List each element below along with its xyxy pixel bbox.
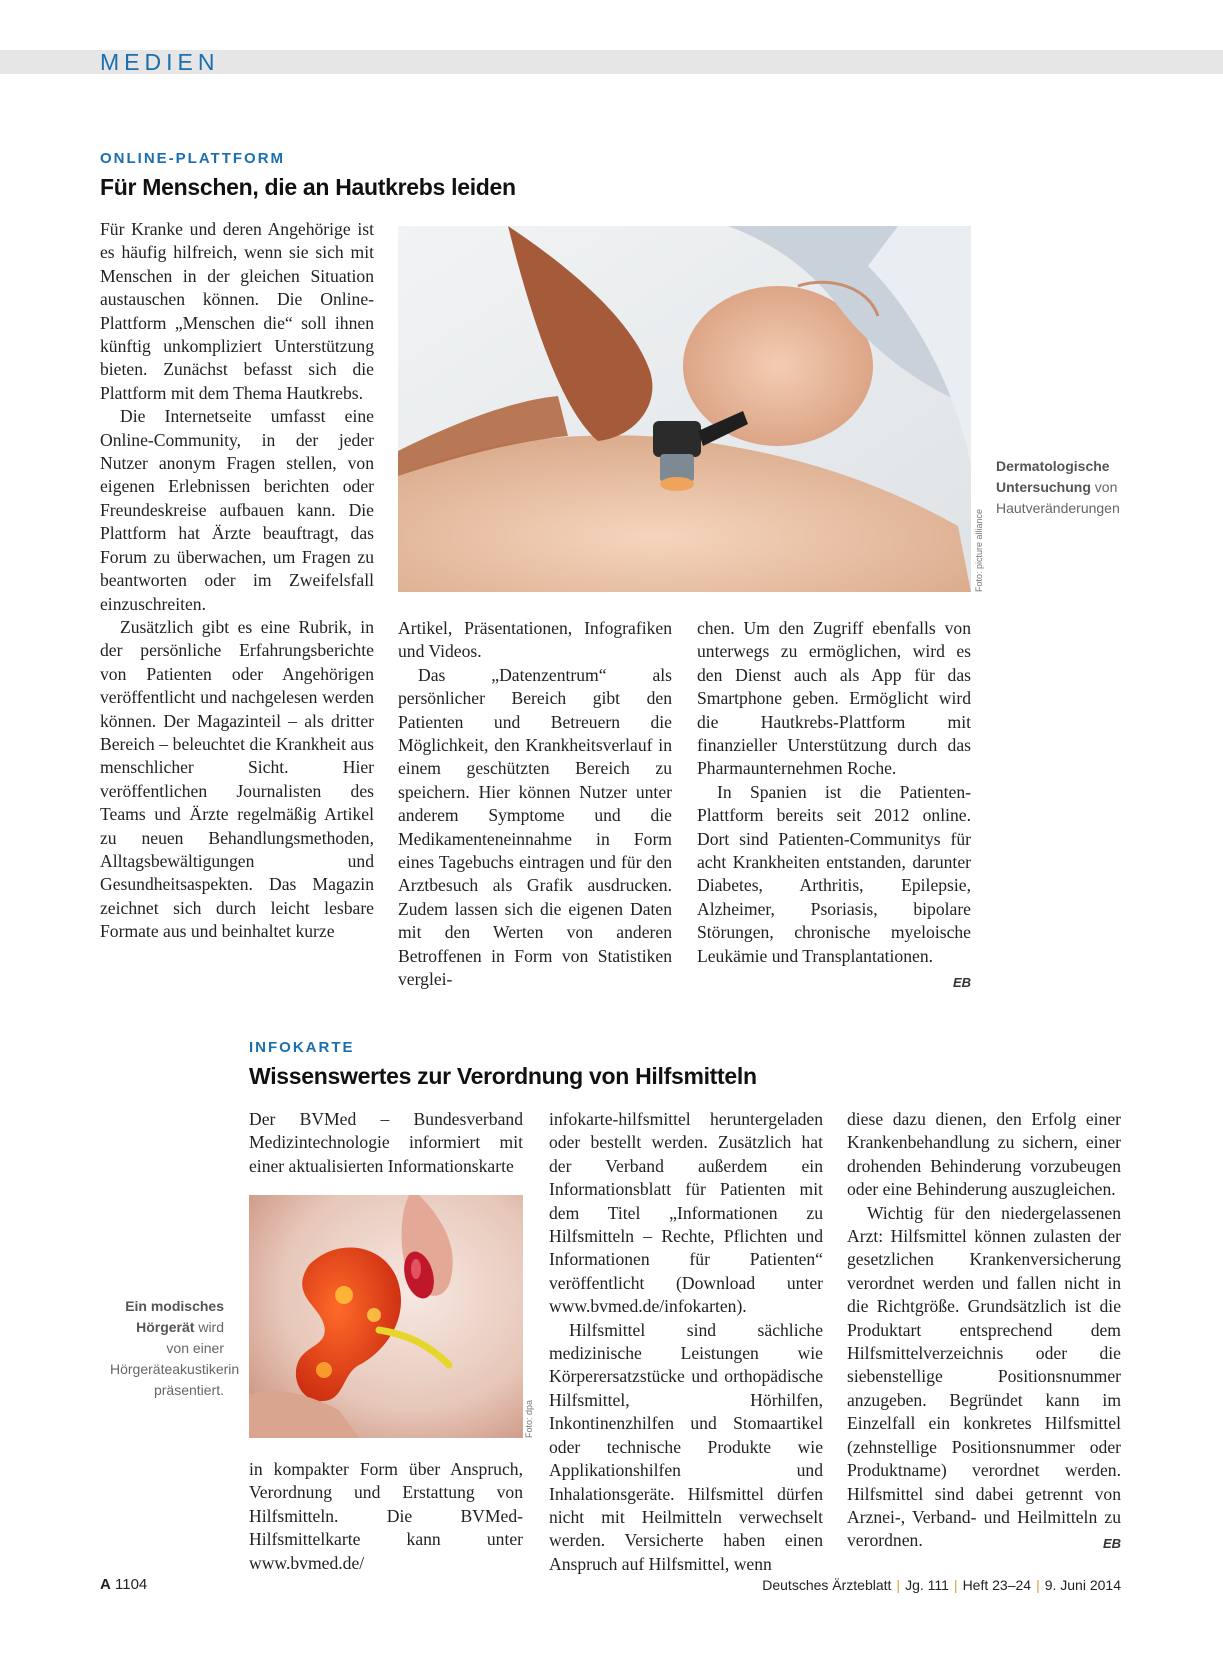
article1-headline: Für Menschen, die an Hautkrebs leiden — [100, 174, 516, 200]
paragraph-text: Wichtig für den niedergelassenen Arzt: Hilfsmittel können zulasten der gesetzlichen Krankenversicherung verordnet werden und fallen nicht in die Richtgröße. Grundsätzlich ist die Produktart entsprechend dem Hilfsmittelverzeichnis oder die siebenstellige Positionsnummer anzugeben. Begründet kann im Einzelfall ein konkretes Hilfsmittel (zehnstellige Positionsnummer oder Produktname) verordnet werden. Hilfsmittel sind dabei getrennt von Arznei-, Verband- und Heilmitteln zu verordnen. — [847, 1202, 1121, 1551]
paragraph: Hilfsmittel sind sächliche medizinische Leistungen wie Körperersatzstücke und orthopädische Hilfsmittel, Hörhilfen, Inkontinenzhilfen und Stomaartikel oder technische Produkte wie Applikationshilfen und Inhalationsgeräte. Hilfsmittel dürfen nicht mit Heilmitteln verwechselt werden. Versicherte haben einen Anspruch auf Hilfsmittel, wenn — [549, 1319, 823, 1574]
dermatology-photo — [398, 226, 971, 592]
journal-date: 9. Juni 2014 — [1044, 1577, 1121, 1593]
page-number — [100, 1576, 147, 1593]
paragraph: Der BVMed – Bundesverband Medizintechnologie informiert mit einer aktualisierten Informationskarte — [249, 1109, 523, 1176]
paragraph: chen. Um den Zugriff ebenfalls von unterwegs zu ermöglichen, wird es den Dienst auch als App für das Smartphone geben. Ermöglicht wird die Hautkrebs-Plattform mit finanzieller Unterstützung durch das Pharmaunternehmen Roche. — [697, 618, 971, 779]
article1-column-1 — [100, 218, 374, 944]
separator: | — [953, 1577, 958, 1593]
article1-column-3 — [697, 617, 971, 995]
journal-info — [762, 1577, 1121, 1593]
caption-text: wird von einer Hörgeräteakustikerin präsentiert. — [110, 1319, 240, 1398]
paragraph: Die Internetseite umfasst eine Online-Community, in der jeder Nutzer anonym Fragen stellen, von eigenen Erlebnissen berichten oder Freundeskreise aufbauen kann. Die Plattform hat Ärzte beauftragt, das Forum zu überwachen, um Fragen zu beantworten oder im Zweifelsfall einzuschreiten. — [100, 406, 374, 614]
paragraph: diese dazu dienen, den Erfolg einer Krankenbehandlung zu sichern, einer drohenden Behinderung vorzubeugen oder eine Behinderung auszugleichen. — [847, 1109, 1121, 1200]
separator: | — [1036, 1577, 1040, 1593]
dermatology-photo-illustration — [398, 226, 971, 592]
article2-column-2 — [549, 1108, 823, 1576]
article2-column-1-bottom — [249, 1458, 523, 1575]
article1-signature: EB — [952, 975, 971, 991]
article2-caption — [110, 1296, 240, 1401]
separator: | — [896, 1577, 901, 1593]
article2-column-3 — [847, 1108, 1121, 1556]
journal-name: Deutsches Ärzteblatt — [762, 1577, 892, 1593]
article1-column-2 — [398, 617, 672, 992]
caption-text: von Hautveränderungen — [996, 479, 1120, 516]
page-number-value: 1104 — [115, 1576, 148, 1593]
journal-volume: Jg. 111 — [905, 1577, 949, 1593]
section-label: MEDIEN — [100, 49, 220, 75]
caption-bold: Ein modisches Hörgerät — [125, 1298, 224, 1335]
article1-caption — [996, 456, 1126, 519]
paragraph — [697, 781, 971, 991]
hearing-aid-photo — [249, 1195, 523, 1438]
paragraph: Für Kranke und deren Angehörige ist es häufig hilfreich, wenn sie sich mit Menschen in der gleichen Situation austauschen können. Die Online-Plattform „Menschen die“ soll ihnen künftig unkompliziert Unterstützung bieten. Zunächst befasst sich die Plattform mit dem Thema Hautkrebs. — [100, 219, 374, 403]
article2-column-1-top — [249, 1108, 523, 1178]
article2-image-credit: Foto: dpa — [524, 1399, 534, 1438]
paragraph: Zusätzlich gibt es eine Rubrik, in der persönliche Erfahrungsberichte von Patienten oder Angehörigen veröffentlicht und nachgelesen werden können. Der Magazinteil – als dritter Bereich – beleuchtet die Krankheit aus menschlicher Sicht. Hier veröffentlichen Journalisten des Teams und Ärzte regelmäßig Artikel zu neuen Behandlungsmethoden, Alltagsbewältigungen und Gesundheitsaspekten. Das Magazin zeichnet sich durch leicht lesbare Formate aus und beinhaltet kurze — [100, 616, 374, 942]
paragraph — [847, 1202, 1121, 1553]
article2-kicker: INFOKARTE — [249, 1039, 355, 1056]
article2-signature: EB — [1102, 1536, 1121, 1552]
hearing-aid-photo-illustration — [249, 1195, 523, 1438]
caption-bold: Dermatologische Untersuchung — [996, 458, 1110, 495]
article1-kicker: ONLINE-PLATTFORM — [100, 150, 286, 167]
journal-issue: Heft 23–24 — [962, 1577, 1032, 1593]
paragraph: Das „Datenzentrum“ als persönlicher Bereich gibt den Patienten und Betreuern die Möglichkeit, den Krankheitsverlauf in einem geschützten Bereich zu speichern. Hier können Nutzer unter anderem Symptome und die Medikamenteneinnahme in Form eines Tagebuchs eintragen und für den Arztbesuch als Grafik ausdrucken. Zudem lassen sich die eigenen Daten mit den Werten von anderen Betroffenen in Form von Statistiken verglei- — [398, 664, 672, 990]
page-prefix: A — [100, 1576, 111, 1593]
paragraph-text: In Spanien ist die Patienten-Plattform bereits seit 2012 online. Dort sind Patienten-Communitys für acht Krankheiten entstanden, darunter Diabetes, Arthritis, Epilepsie, Alzheimer, Psoriasis, bipolare Störungen, chronische myeloische Leukämie und Transplantationen. — [697, 781, 971, 966]
paragraph: Artikel, Präsentationen, Infografiken und Videos. — [398, 618, 672, 662]
paragraph: in kompakter Form über Anspruch, Verordnung und Erstattung von Hilfsmitteln. Die BVMed-Hilfsmittelkarte kann unter www.bvmed.de/ — [249, 1459, 523, 1573]
article2-headline: Wissenswertes zur Verordnung von Hilfsmitteln — [249, 1063, 757, 1089]
paragraph: infokarte-hilfsmittel heruntergeladen oder bestellt werden. Zusätzlich hat der Verband außerdem ein Informationsblatt für Patienten mit dem Titel „Informationen zu Hilfsmitteln – Rechte, Pflichten und Informationen für Patienten“ veröffentlicht (Download unter www.bvmed.de/infokarten). — [549, 1109, 823, 1317]
article1-image-credit: Foto: picture alliance — [974, 508, 984, 592]
